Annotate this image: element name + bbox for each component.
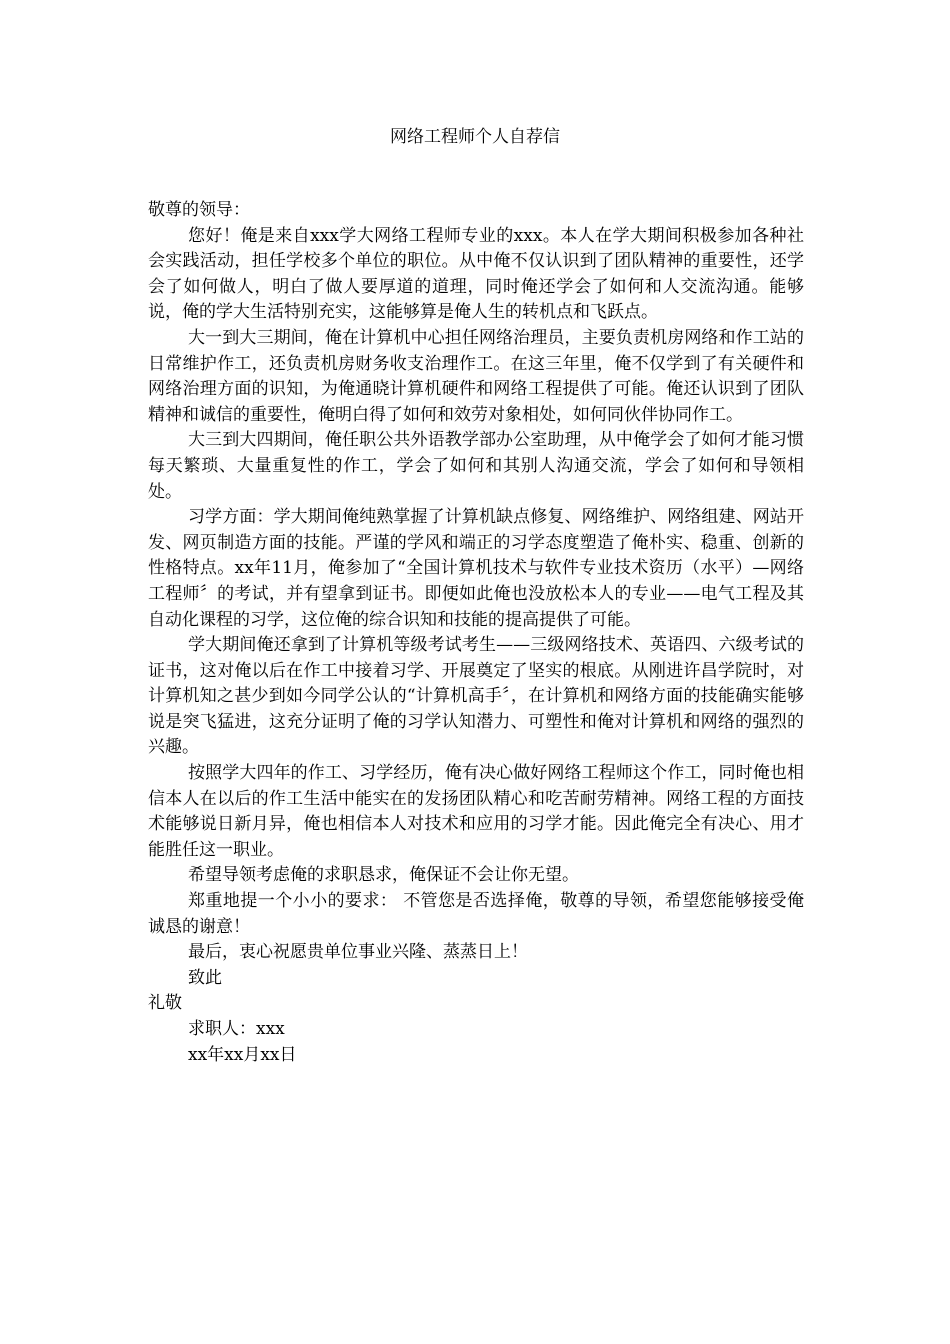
paragraph-confidence: 按照学大四年的作工、习学经历，俺有决心做好网络工程师这个作工，同时俺也相信本人在以后的作工生活中能实在的发扬团队精心和吃苦耐劳精神。网络工程的方面技术能够说日新月异，俺也相信本人对技术和应用的习学才能。因此俺完全有决心、用才能胜任这一职业。 [148,763,804,860]
paragraph-network-admin: 大一到大三期间，俺在计算机中心担任网络治理员，主要负责机房网络和作工站的日常维护作工，还负责机房财务收支治理作工。在这三年里，俺不仅学到了有关硬件和网络治理方面的识知，为俺通晓计算机硬件和网络工程提供了可能。俺还认识到了团队精神和诚信的重要性，俺明白得了如何和效劳对象相处，如何同伙伴协同作工。 [148,327,804,425]
paragraph-office-assistant: 大三到大四期间，俺任职公共外语教学部办公室助理，从中俺学会了如何才能习惯每天繁琐、大量重复性的作工，学会了如何和其别人沟通交流，学会了如何和导领相处。 [148,430,804,502]
paragraph-greeting: 您好！俺是来自xxx学大网络工程师专业的xxx。本人在学大期间积极参加各种社会实践活动，担任学校多个单位的职位。从中俺不仅认识到了团队精神的重要性，还学会了如何做人，明白了做人要厚道的道理，同时俺还学会了如何和人交流沟通。能够说，俺的学大生活特别充实，这能够算是俺人生的转机点和飞跃点。 [148,225,804,323]
signer: 求职人：xxx [188,1019,285,1039]
letter-body [148,198,804,1068]
paragraph-study: 习学方面：学大期间俺纯熟掌握了计算机缺点修复、网络维护、网络组建、网站开发、网页制造方面的技能。严谨的学风和端正的习学态度塑造了俺朴实、稳重、创新的性格特点。xx年11月，俺参加了“全国计算机技术与软件专业技术资历（水平）—网络工程师〞的考试，并有望拿到证书。即便如此俺也没放松本人的专业——电气工程及其自动化课程的习学，这位俺的综合识知和技能的提高提供了可能。 [148,507,804,630]
letter-date: xx年xx月xx日 [188,1044,297,1065]
closing-zhici: 致此 [188,967,222,988]
paragraph-request: 郑重地提一个小小的要求： 不管您是否选择俺，敬尊的导领，希望您能够接受俺诚恳的谢意！ [148,891,804,937]
paragraph-hope: 希望导领考虑俺的求职恳求，俺保证不会让你无望。 [188,865,579,886]
paragraph-wishes: 最后，衷心祝愿贵单位事业兴隆、蒸蒸日上！ [188,942,528,963]
document-title: 网络工程师个人自荐信 [390,127,560,147]
closing-lijing: 礼敬 [148,993,182,1014]
paragraph-certificates: 学大期间俺还拿到了计算机等级考试考生——三级网络技术、英语四、六级考试的证书，这对俺以后在作工中接着习学、开展奠定了坚实的根底。从刚进许昌学院时，对计算机知之甚少到如今同学公认的“计算机高手〞，在计算机和网络方面的技能确实能够说是突飞猛进，这充分证明了俺的习学认知潜力、可塑性和俺对计算机和网络的强烈的兴趣。 [148,635,804,758]
salutation: 敬尊的领导： [148,200,250,220]
